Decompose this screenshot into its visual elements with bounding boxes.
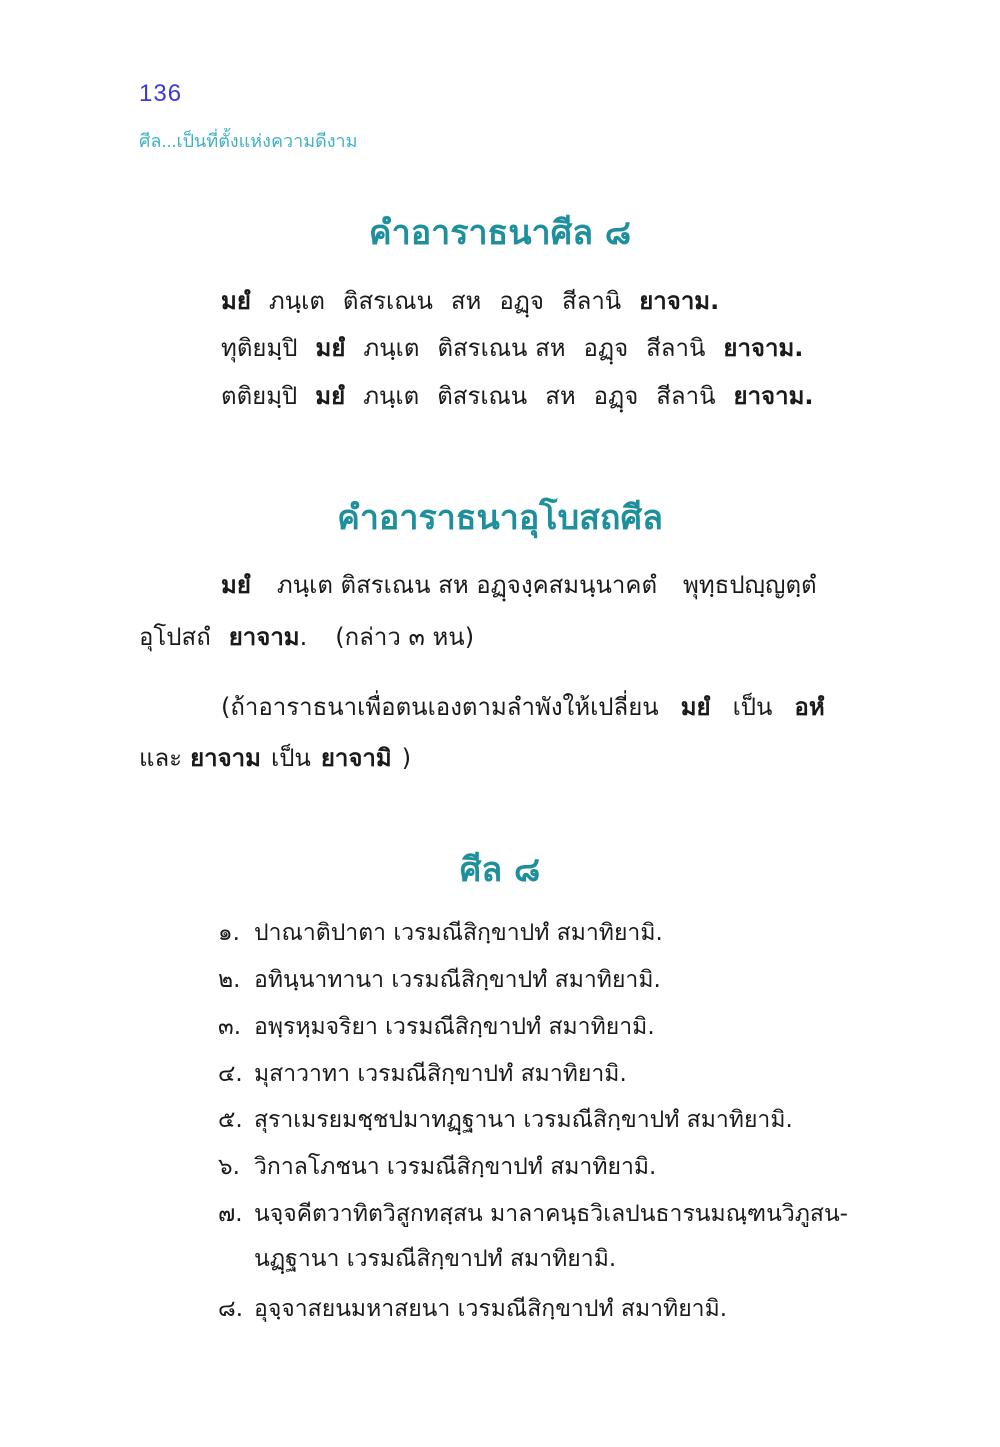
chant-word: มยํ bbox=[221, 287, 251, 315]
precept-text: นฏฺฐานา เวรมณีสิกฺขาปทํ สมาทิยามิ. bbox=[254, 1246, 617, 1272]
precept-number: ๖. bbox=[218, 1154, 240, 1180]
precept-number: ๓. bbox=[218, 1014, 242, 1040]
instruction-text: ) bbox=[401, 744, 412, 772]
precept-text: สุราเมรยมชฺชปมาทฏฺฐานา เวรมณีสิกฺขาปทํ สมาทิยามิ. bbox=[254, 1107, 793, 1133]
precept-item-3 bbox=[218, 1012, 655, 1042]
precept-text: อทินฺนาทานา เวรมณีสิกฺขาปทํ สมาทิยามิ. bbox=[254, 967, 661, 993]
section-title-eight-precepts: ศีล ๘ bbox=[459, 850, 541, 890]
chant-word: มยํ bbox=[315, 334, 346, 362]
chant-word: สีลานิ bbox=[656, 382, 716, 410]
precept-item-8 bbox=[218, 1294, 727, 1324]
chant-line-3 bbox=[221, 381, 814, 411]
chant-word: ภนฺเต bbox=[363, 382, 420, 410]
chant-word: ติสรเณน สห bbox=[437, 334, 566, 362]
chant-word: ติสรเณน bbox=[437, 382, 528, 410]
chant-word: อฏฺจ bbox=[499, 287, 544, 315]
repeat-note: (กล่าว ๓ หน) bbox=[335, 623, 475, 651]
precept-item-6 bbox=[218, 1152, 656, 1182]
precept-text: มุสาวาทา เวรมณีสิกฺขาปทํ สมาทิยามิ. bbox=[254, 1061, 627, 1087]
precept-text: วิกาลโภชนา เวรมณีสิกฺขาปทํ สมาทิยามิ. bbox=[254, 1154, 657, 1180]
chant-word: ภนฺเต ติสรเณน สห อฏฺจงฺคสมนฺนาคตํ bbox=[276, 571, 658, 599]
uposatha-line-2 bbox=[139, 622, 474, 652]
instruction-term: อหํ bbox=[794, 693, 825, 721]
precept-number: ๘. bbox=[218, 1296, 244, 1322]
instruction-term: ยาจามิ bbox=[320, 744, 392, 772]
precept-text: นจฺจคีตวาทิตวิสูกทสฺสน มาลาคนฺธวิเลปนธารนมณฺฑนวิภูสน- bbox=[254, 1201, 848, 1227]
precept-item-7 bbox=[218, 1199, 848, 1229]
precept-item-2 bbox=[218, 965, 661, 995]
chant-word: ยาจาม. bbox=[723, 334, 804, 362]
instruction-term: ยาจาม bbox=[190, 744, 261, 772]
chant-word: ภนฺเต bbox=[268, 287, 325, 315]
section-title-precepts-request: คำอาราธนาศีล ๘ bbox=[368, 213, 632, 253]
page-number: 136 bbox=[139, 80, 183, 107]
chant-word: ยาจาม. bbox=[639, 287, 720, 315]
chant-word: มยํ bbox=[315, 382, 346, 410]
instruction-text: เป็น bbox=[270, 744, 311, 772]
chant-word: พุทฺธปญฺญตฺตํ bbox=[683, 571, 817, 599]
chant-word: ยาจาม bbox=[228, 623, 300, 651]
precept-text: ปาณาติปาตา เวรมณีสิกฺขาปทํ สมาทิยามิ. bbox=[254, 920, 663, 946]
precept-item-5 bbox=[218, 1105, 793, 1135]
chant-word: สห bbox=[545, 382, 576, 410]
precept-number: ๔. bbox=[218, 1061, 243, 1087]
chant-word: สห bbox=[450, 287, 482, 315]
chant-word: สีลานิ bbox=[561, 287, 622, 315]
instruction-text: (ถ้าอาราธนาเพื่อตนเองตามลำพังให้เปลี่ยน bbox=[221, 693, 659, 721]
running-title: ศีล...เป็นที่ตั้งแห่งความดีงาม bbox=[139, 131, 358, 151]
precept-item-4 bbox=[218, 1059, 627, 1089]
chant-word: ทุติยมฺปิ bbox=[221, 334, 298, 362]
instruction-text: และ bbox=[139, 744, 183, 772]
precept-item-1 bbox=[218, 918, 663, 948]
precept-number: ๑. bbox=[218, 920, 240, 946]
precept-number: ๗. bbox=[218, 1201, 243, 1227]
chant-word: ภนฺเต bbox=[363, 334, 420, 362]
chant-word: . bbox=[299, 623, 308, 651]
chant-word: มยํ bbox=[221, 571, 251, 599]
chant-line-2 bbox=[221, 333, 803, 363]
chant-word: สีลานิ bbox=[646, 334, 706, 362]
precept-item-7-continuation bbox=[254, 1244, 616, 1274]
chant-word: ติสรเณน bbox=[342, 287, 433, 315]
precept-text: อุจฺจาสยนมหาสยนา เวรมณีสิกฺขาปทํ สมาทิยามิ. bbox=[254, 1296, 728, 1322]
chant-word: ตติยมฺปิ bbox=[221, 382, 298, 410]
chant-line-1 bbox=[221, 286, 719, 316]
instruction-text: เป็น bbox=[732, 693, 773, 721]
chant-word: อฏฺจ bbox=[593, 382, 639, 410]
chant-word: อุโปสถํ bbox=[139, 623, 211, 651]
instruction-term: มยํ bbox=[680, 693, 711, 721]
chant-word: อฏฺจ bbox=[583, 334, 629, 362]
section-title-uposatha-request: คำอาราธนาอุโบสถศีล bbox=[337, 498, 663, 538]
precept-text: อพฺรหฺมจริยา เวรมณีสิกฺขาปทํ สมาทิยามิ. bbox=[254, 1014, 655, 1040]
chant-word: ยาจาม. bbox=[733, 382, 814, 410]
precept-number: ๕. bbox=[218, 1107, 243, 1133]
instruction-line-1 bbox=[221, 692, 825, 722]
instruction-line-2 bbox=[139, 743, 411, 773]
uposatha-line-1 bbox=[221, 570, 817, 600]
precept-number: ๒. bbox=[218, 967, 241, 993]
